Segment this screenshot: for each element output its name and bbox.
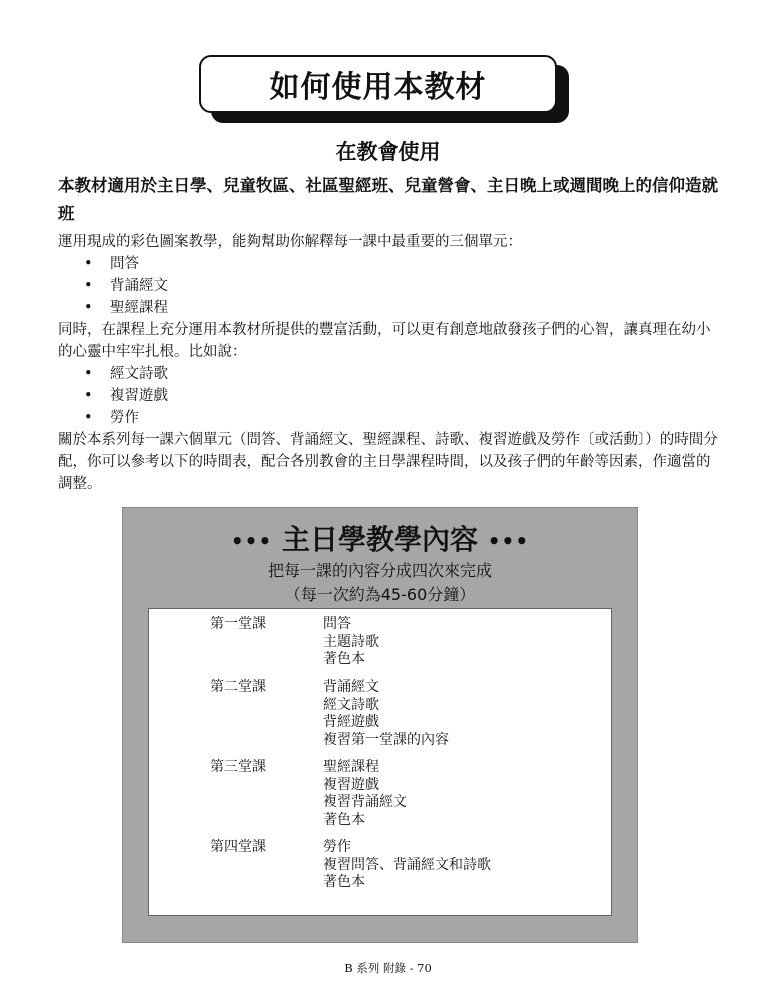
dots-right: ••• xyxy=(487,529,530,553)
lesson-item: 複習遊戲 xyxy=(323,776,379,793)
lesson-name: 第四堂課 xyxy=(210,839,266,855)
dots-left: ••• xyxy=(230,529,273,553)
title-banner xyxy=(199,55,569,125)
schedule-table xyxy=(148,608,612,916)
lesson-item: 經文詩歌 xyxy=(323,696,379,713)
activity-list xyxy=(84,363,168,429)
schedule-panel xyxy=(122,507,638,943)
panel-subtitle: 把每一課的內容分成四次來完成 xyxy=(267,561,492,580)
panel-title: 主日學教學內容 xyxy=(281,523,478,556)
panel-note: （每一次約為45-60分鐘） xyxy=(284,585,476,604)
lead-paragraph: 本教材適用於主日學、兒童牧區、社區聖經班、兒童營會、主日晚上或週間晚上的信仰造就班 xyxy=(58,176,718,223)
lesson-name: 第二堂課 xyxy=(210,679,266,695)
lesson-items xyxy=(323,616,379,669)
lesson-items xyxy=(323,759,407,829)
lesson-item: 著色本 xyxy=(323,874,365,890)
bullet-icon: • xyxy=(84,256,93,272)
lesson-items xyxy=(323,679,449,749)
bullet-icon: • xyxy=(84,388,93,404)
section-title: 在教會使用 xyxy=(335,140,441,164)
lesson-name: 第三堂課 xyxy=(210,759,266,775)
lesson-item: 複習背誦經文 xyxy=(323,794,407,810)
lesson-items xyxy=(323,839,491,892)
page-title: 如何使用本教材 xyxy=(199,55,557,113)
list-item: • 複習遊戲 xyxy=(84,385,168,407)
paragraph-schedule: 關於本系列每一課六個單元（問答、背誦經文、聖經課程、詩歌、複習遊戲及勞作〔或活動〕）的時間分配，你可以參考以下的時間表，配合各別教會的主日學課程時間，以及孩子們的年齡等因素，作適當的調整。 xyxy=(58,432,718,492)
bullet-icon: • xyxy=(84,410,93,426)
lesson-item: 背誦經文 xyxy=(323,679,379,695)
lesson-item: 勞作 xyxy=(323,839,351,855)
list-item: • 問答 xyxy=(84,253,168,275)
lesson-item: 複習問答、背誦經文和詩歌 xyxy=(323,856,491,873)
list-item: • 背誦經文 xyxy=(84,275,168,297)
lesson-item: 問答 xyxy=(323,616,351,632)
lesson-name: 第一堂課 xyxy=(210,616,266,632)
lesson-item: 複習第一堂課的內容 xyxy=(323,731,449,748)
unit-list xyxy=(84,253,168,319)
lesson-item: 主題詩歌 xyxy=(323,633,379,650)
bullet-icon: • xyxy=(84,366,93,382)
page-footer: B 系列 附錄 - 70 xyxy=(344,961,432,975)
paragraph-activities: 同時，在課程上充分運用本教材所提供的豐富活動，可以更有創意地啟發孩子們的心智，讓真理在幼小的心靈中牢牢扎根。比如說： xyxy=(58,322,711,360)
paragraph-intro: 運用現成的彩色圖案教學，能夠幫助你解釋每一課中最重要的三個單元： xyxy=(58,234,522,250)
bullet-icon: • xyxy=(84,300,93,316)
list-item: • 勞作 xyxy=(84,407,168,429)
list-item: • 經文詩歌 xyxy=(84,363,168,385)
lesson-item: 聖經課程 xyxy=(323,759,379,775)
list-item: • 聖經課程 xyxy=(84,297,168,319)
panel-heading xyxy=(123,518,637,558)
lesson-item: 著色本 xyxy=(323,811,365,828)
bullet-icon: • xyxy=(84,278,93,294)
lesson-item: 著色本 xyxy=(323,651,365,667)
lesson-item: 背經遊戲 xyxy=(323,714,379,730)
